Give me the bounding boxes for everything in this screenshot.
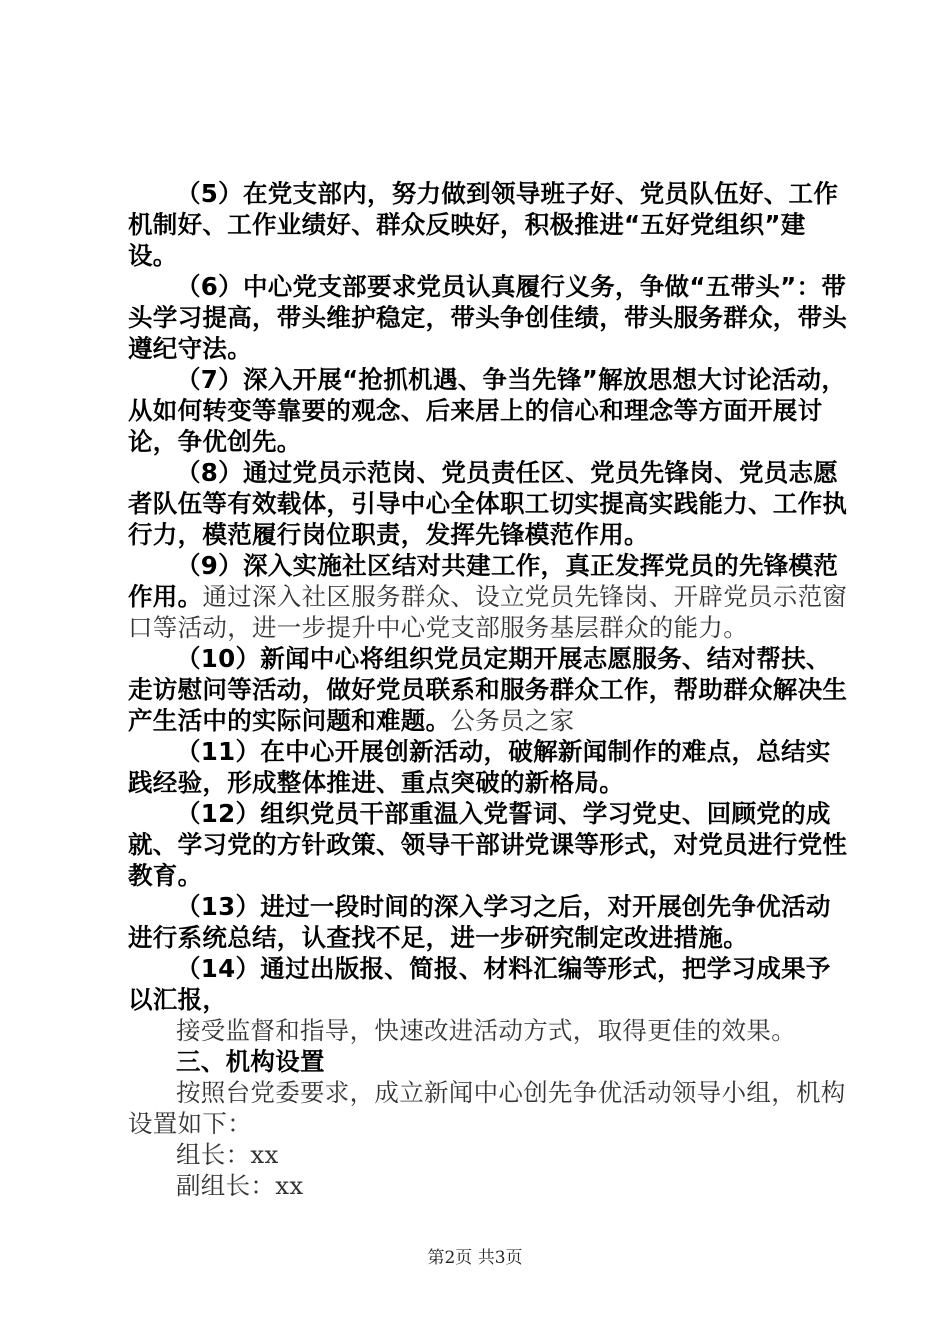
setup-paragraph: 按照台党委要求，成立新闻中心创先争优活动领导小组，机构设置如下： [128, 1078, 846, 1138]
paragraph-text: （12）组织党员干部重温入党誓词、学习党史、回顾党的成就、学习党的方针政策、领导干部讲党课等形式，对党员进行党性教育。 [128, 799, 848, 890]
paragraph-item-11 [128, 736, 850, 798]
paragraph-text: （7）深入开展“抢抓机遇、争当先锋”解放思想大讨论活动，从如何转变等靠要的观念、后来居上的信心和理念等方面开展讨论，争优创先。 [128, 365, 847, 456]
paragraph-text: （8）通过党员示范岗、党员责任区、党员先锋岗、党员志愿者队伍等有效载体，引导中心全体职工切实提高实践能力、工作执行力，模范履行岗位职责，发挥先锋模范作用。 [128, 458, 848, 549]
paragraph-text: （9）深入实施社区结对共建工作，真正发挥党员的先锋模范作用。 [128, 551, 839, 611]
paragraph-item-5 [128, 178, 850, 271]
paragraph-item-6 [128, 271, 850, 364]
document-body [128, 178, 850, 1201]
source-note: 公务员之家 [450, 706, 575, 735]
leader-line: 组长：xx [176, 1140, 279, 1169]
paragraph-item-8 [128, 457, 850, 550]
section-heading: 三、机构设置 [176, 1047, 325, 1076]
paragraph-item-12 [128, 798, 850, 891]
paragraph-text: （10）新闻中心将组织党员定期开展志愿服务、结对帮扶、走访慰问等活动，做好党员联系和服务群众工作，帮助群众解决生产生活中的实际问题和难题。 [128, 644, 848, 735]
paragraph-item-14 [128, 953, 850, 1015]
paragraph-item-13 [128, 891, 850, 953]
paragraph-text: （11）在中心开展创新活动，破解新闻制作的难点，总结实践经验，形成整体推进、重点突破的新格局。 [128, 737, 831, 797]
deputy-leader-line: 副组长：xx [176, 1171, 304, 1200]
paragraph-text: （6）中心党支部要求党员认真履行义务，争做“五带头”：带头学习提高，带头维护稳定，带头争创佳绩，带头服务群众，带头遵纪守法。 [128, 272, 848, 363]
paragraph-item-7 [128, 364, 850, 457]
paragraph-continuation: 接受监督和指导，快速改进活动方式，取得更佳的效果。 [176, 1016, 796, 1045]
paragraph-light-text: 通过深入社区服务群众、设立党员先锋岗、开辟党员示范窗口等活动，进一步提升中心党支部服务基层群众的能力。 [128, 582, 848, 642]
paragraph-item-9 [128, 550, 850, 643]
paragraph-text: （13）进过一段时间的深入学习之后，对开展创先争优活动进行系统总结，认查找不足，进一步研究制定改进措施。 [128, 892, 831, 952]
paragraph-text: （5）在党支部内，努力做到领导班子好、党员队伍好、工作机制好、工作业绩好、群众反映好，积极推进“五好党组织”建设。 [128, 179, 839, 270]
paragraph-text: （14）通过出版报、简报、材料汇编等形式，把学习成果予以汇报， [128, 954, 831, 1014]
paragraph-item-10 [128, 643, 850, 736]
page-footer: 第2页 共3页 [427, 1248, 523, 1268]
